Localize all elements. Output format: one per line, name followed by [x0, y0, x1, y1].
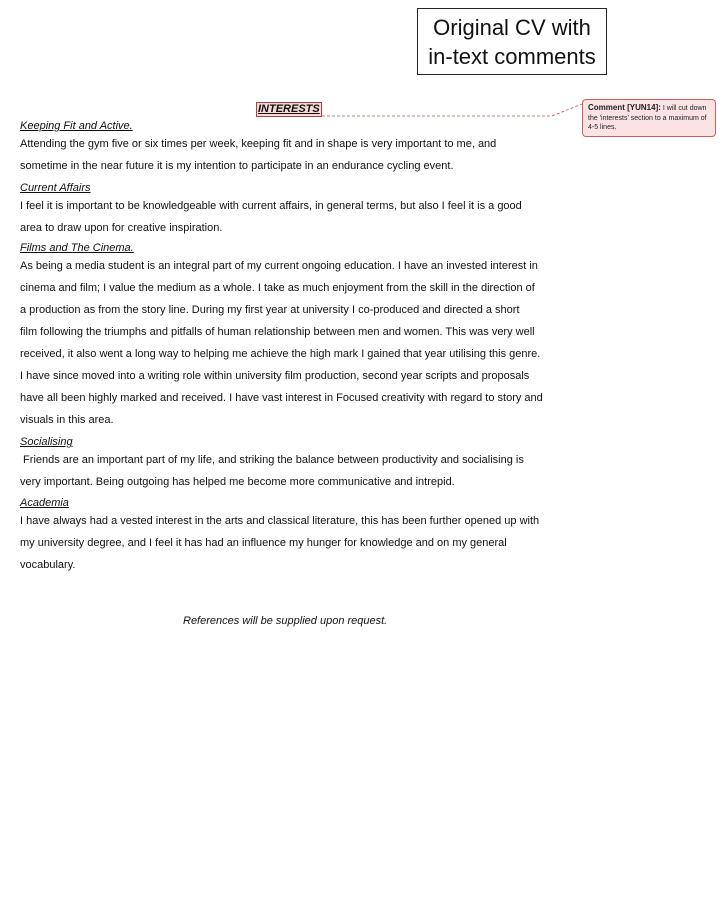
text-line: very important. Being outgoing has helped me become more communicative and intrepid.: [20, 476, 455, 488]
text-line: a production as from the story line. During my first year at university I co-produced and directed a short: [20, 304, 520, 316]
references-note: References will be supplied upon request.: [183, 615, 388, 627]
text-line: I have since moved into a writing role within university film production, second year scripts and proposals: [20, 370, 530, 382]
overlay-label-line-2: in-text comments: [428, 44, 596, 69]
interests-section-title[interactable]: INTERESTS: [258, 103, 320, 115]
comment-author: Comment [YUN14]:: [588, 103, 661, 112]
text-line: cinema and film; I value the medium as a whole. I take as much enjoyment from the skill in the direction of: [20, 282, 535, 294]
text-line: film following the triumphs and pitfalls of human relationship between men and women. This was very well: [20, 326, 535, 338]
text-line: my university degree, and I feel it has had an influence my hunger for knowledge and on my general: [20, 537, 507, 549]
text-line: have all been highly marked and received. I have vast interest in Focused creativity with regard to story and: [20, 392, 543, 404]
section-heading: Keeping Fit and Active.: [20, 120, 133, 132]
text-line: Friends are an important part of my life, and striking the balance between productivity and socialising is: [20, 454, 524, 466]
section-academia: [20, 496, 560, 576]
text-line: Attending the gym five or six times per week, keeping fit and in shape is very important to me, and: [20, 138, 497, 150]
section-heading: Academia: [20, 497, 69, 509]
comment-text: I will cut down the 'interests' section to a maximum of 4-5 lines.: [588, 105, 707, 131]
overlay-label-line-1: Original CV with: [433, 15, 591, 40]
section-current-affairs: [20, 181, 560, 239]
section-heading: Socialising: [20, 436, 73, 448]
section-films: [20, 241, 560, 431]
section-heading: Current Affairs: [20, 182, 91, 194]
text-line: As being a media student is an integral part of my current ongoing education. I have an invested interest in: [20, 260, 538, 272]
text-line: I feel it is important to be knowledgeable with current affairs, in general terms, but also I feel it is a good: [20, 200, 522, 212]
text-line: vocabulary.: [20, 559, 76, 571]
section-heading: Films and The Cinema.: [20, 242, 134, 254]
section-socialising: [20, 435, 560, 493]
text-line: area to draw upon for creative inspiration.: [20, 222, 223, 234]
text-line: visuals in this area.: [20, 414, 114, 426]
text-line: I have always had a vested interest in the arts and classical literature, this has been further opened up with: [20, 515, 540, 527]
text-line: sometime in the near future it is my intention to participate in an endurance cycling event.: [20, 160, 454, 172]
text-line: received, it also went a long way to helping me achieve the high mark I gained that year utilising this genre.: [20, 348, 541, 360]
section-keeping-fit: [20, 119, 560, 177]
review-comment[interactable]: [582, 99, 716, 137]
